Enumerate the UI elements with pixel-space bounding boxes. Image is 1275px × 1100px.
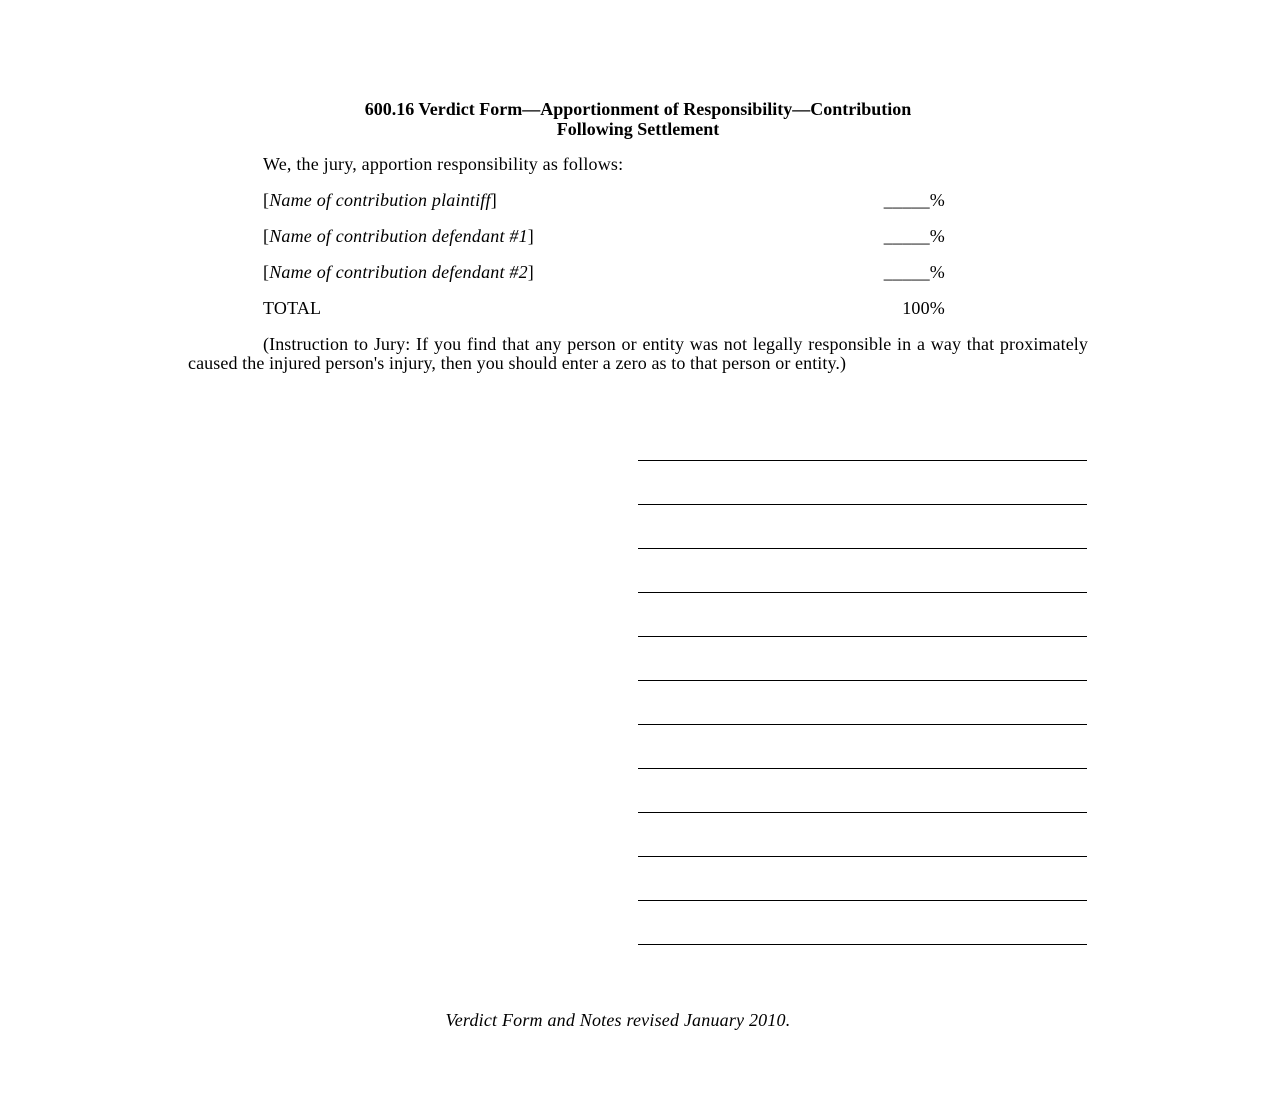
apportionment-row-total bbox=[263, 297, 945, 319]
juror-signature-line bbox=[638, 504, 1087, 505]
revision-note: Verdict Form and Notes revised January 2010. bbox=[445, 1010, 791, 1030]
apportionment-row-defendant-2 bbox=[263, 261, 945, 283]
apportionment-row-defendant-1 bbox=[263, 225, 945, 247]
percentage-blank: _____% bbox=[883, 262, 945, 282]
total-value: 100% bbox=[902, 298, 945, 318]
percentage-blank: _____% bbox=[883, 190, 945, 210]
document-title bbox=[188, 99, 1088, 139]
party-name: [Name of contribution plaintiff] bbox=[263, 190, 497, 210]
percentage-blank: _____% bbox=[883, 226, 945, 246]
juror-signature-line bbox=[638, 900, 1087, 901]
intro-text: We, the jury, apportion responsibility as follows: bbox=[263, 154, 624, 174]
juror-signature-line bbox=[638, 944, 1087, 945]
juror-signature-line bbox=[638, 636, 1087, 637]
jury-instruction: (Instruction to Jury: If you find that any person or entity was not legally responsible in a way that proximately caused the injured person's injury, then you should enter a zero as to that person or entity.) bbox=[188, 334, 1088, 373]
juror-signature-line bbox=[638, 592, 1087, 593]
juror-signature-line bbox=[638, 812, 1087, 813]
juror-signature-line bbox=[638, 768, 1087, 769]
party-name: [Name of contribution defendant #2] bbox=[263, 262, 534, 282]
title-line-1: 600.16 Verdict Form—Apportionment of Responsibility—Contribution bbox=[364, 99, 912, 119]
juror-signature-line bbox=[638, 548, 1087, 549]
juror-signature-line bbox=[638, 724, 1087, 725]
juror-signature-line bbox=[638, 856, 1087, 857]
apportionment-row-plaintiff bbox=[263, 189, 945, 211]
juror-signature-line bbox=[638, 680, 1087, 681]
party-name: [Name of contribution defendant #1] bbox=[263, 226, 534, 246]
juror-signature-line bbox=[638, 460, 1087, 461]
title-line-2: Following Settlement bbox=[556, 119, 720, 139]
total-label: TOTAL bbox=[263, 298, 322, 318]
